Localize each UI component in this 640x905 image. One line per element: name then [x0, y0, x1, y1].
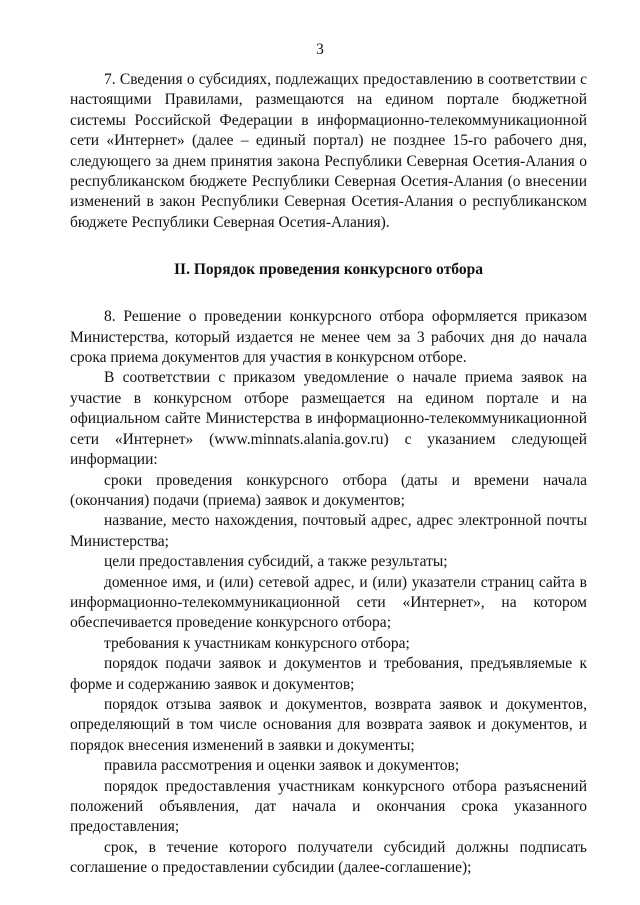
info-item-deadlines: сроки проведения конкурсного отбора (даты и времени начала (окончания) подачи (приема) заявок и документов; — [70, 471, 587, 509]
info-item-goals: цели предоставления субсидий, а также результаты; — [104, 553, 448, 571]
info-item-evaluation-rules: правила рассмотрения и оценки заявок и документов; — [104, 757, 460, 775]
section-heading: II. Порядок проведения конкурсного отбора — [174, 261, 483, 279]
paragraph-7: 7. Сведения о субсидиях, подлежащих предоставлению в соответствии с настоящими Правилами, размещаются на едином портале бюджетной системы Российской Федерации в информационно-телекоммуникационной сети «Интернет» (далее – единый портал) не позднее 15-го рабочего дня, следующего за днем принятия закона Республики Северная Осетия-Алания о республиканском бюджете Республики Северная Осетия-Алания (о внесении изменений в закон Республики Северная Осетия-Алания о республиканском бюджете Республики Северная Осетия-Алания). — [70, 71, 587, 231]
notice-paragraph: В соответствии с приказом уведомление о начале приема заявок на участие в конкурсном отборе размещается на едином портале и на официальном сайте Министерства в информационно-телекоммуникационной сети «Интернет» (www.minnats.alania.gov.ru) с указанием следующей информации: — [70, 369, 587, 469]
info-item-submission-order: порядок подачи заявок и документов и требования, предъявляемые к форме и содержанию заявок и документов; — [70, 655, 587, 693]
info-item-ministry-address: название, место нахождения, почтовый адрес, адрес электронной почты Министерства; — [70, 512, 587, 550]
document-body — [70, 70, 587, 879]
info-item-participant-requirements: требования к участникам конкурсного отбора; — [104, 634, 410, 652]
page-number: 3 — [316, 41, 324, 58]
paragraph-8: 8. Решение о проведении конкурсного отбора оформляется приказом Министерства, который издается не менее чем за 3 рабочих дня до начала срока приема документов для участия в конкурсном отборе. — [70, 308, 587, 367]
info-item-clarifications: порядок предоставления участникам конкурсного отбора разъяснений положений объявления, дат начала и окончания срока указанного предоставления; — [70, 777, 587, 836]
info-item-withdrawal-order: порядок отзыва заявок и документов, возврата заявок и документов, определяющий в том числе основания для возврата заявок и документов, и порядок внесения изменений в заявки и документы; — [70, 695, 587, 754]
info-item-domain: доменное имя, и (или) сетевой адрес, и (или) указатели страниц сайта в информационно-телекоммуникационной сети «Интернет», на котором обеспечивается проведение конкурсного отбора; — [70, 573, 587, 632]
info-item-agreement-deadline: срок, в течение которого получатели субсидий должны подписать соглашение о предоставлении субсидии (далее-соглашение); — [70, 838, 587, 877]
